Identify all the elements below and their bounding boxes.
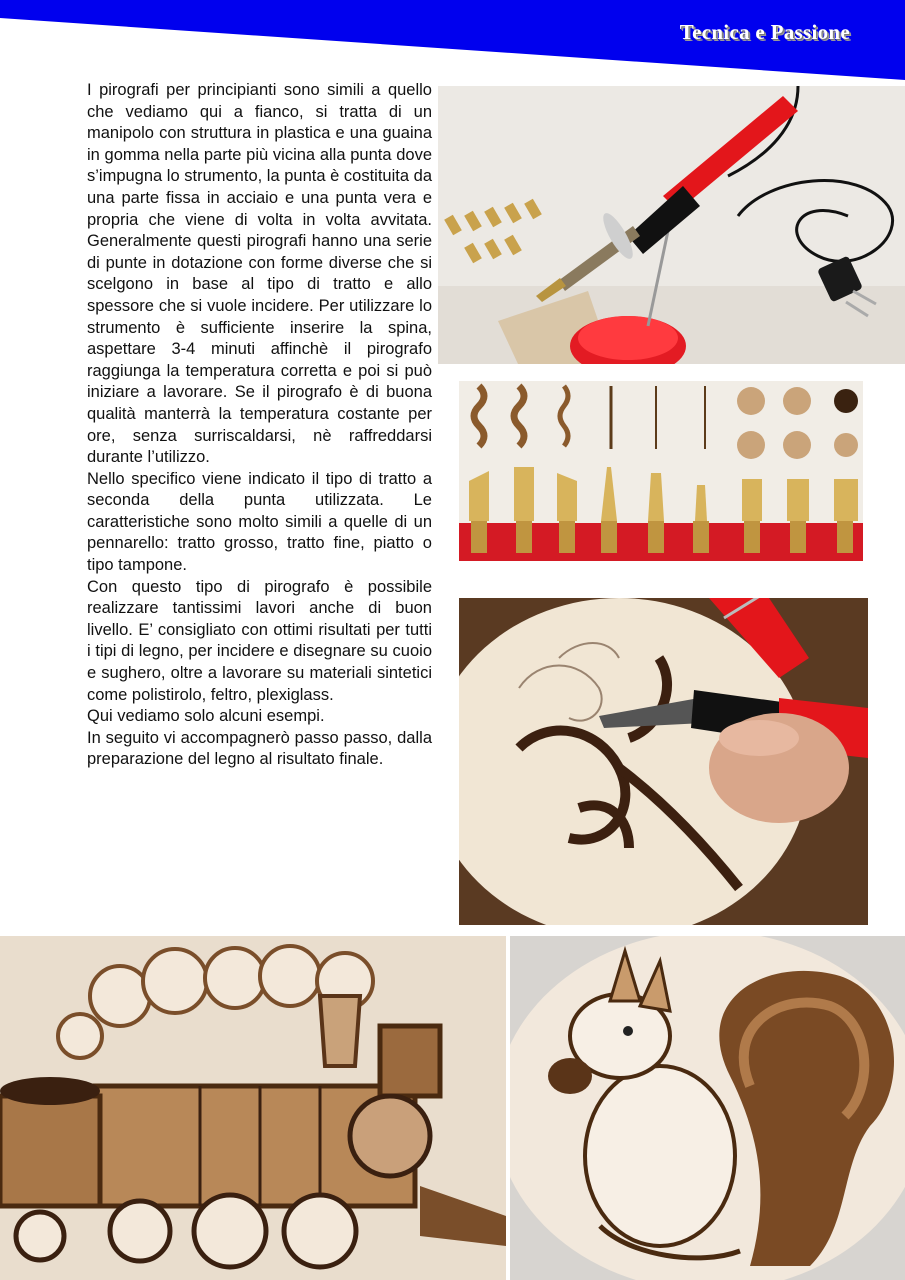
photo-squirrel-pyrography xyxy=(510,936,905,1280)
paragraph-examples: Qui vediamo solo alcuni esempi. xyxy=(87,707,325,726)
paragraph-materials: Con questo tipo di pirografo è possibile realizzare tantissimi lavori anche di buon livello. E’ consigliato con ottimi risultati per tutti i tipi di legno, per incidere e disegnare su cuoio e sughero, oltre a lavorare su materiali sintetici come polistirolo, feltro, plexiglass. xyxy=(87,577,432,704)
photo-pyrography-tips xyxy=(459,381,863,561)
photo-pyrography-pen xyxy=(438,86,905,364)
photo-burning-design xyxy=(459,598,868,925)
paragraph-next-steps: In seguito vi accompagnerò passo passo, dalla preparazione del legno al risultato finale. xyxy=(87,728,432,769)
photo-locomotive-pyrography xyxy=(0,936,506,1280)
paragraph-intro: I pirografi per principianti sono simili a quello che vediamo qui a fianco, si tratta di un manipolo con struttura in plastica e una guaina in gomma nella parte più vicina alla punta dove s’impugna lo strumento, la punta è costituita da una parte fissa in acciaio e una punta vera e propria che viene di volta in volta avvitata. Generalmente questi pirografi hanno una serie di punte in dotazione con forme diverse che si scelgono in base al tipo di tratto e allo spessore che si vuole incidere. Per utilizzare lo strumento è sufficiente inserire la spina, aspettare 3-4 minuti affinchè il pirografo raggiunga la temperatura corretta e poi si può iniziare a lavorare. Se il pirografo è di buona qualità manterrà la temperatura costante per ore, senza surriscaldarsi, nè raffreddarsi durante l’utilizzo. xyxy=(87,81,432,467)
article-body xyxy=(87,80,432,771)
header-band xyxy=(0,0,905,90)
magazine-section-title: Tecnica e Passione xyxy=(679,20,850,44)
paragraph-tips: Nello specifico viene indicato il tipo di tratto a seconda della punta utilizzata. Le caratteristiche sono molto simili a quelle di un pennarello: tratto grosso, tratto fine, piatto o tipo tampone. xyxy=(87,469,432,575)
